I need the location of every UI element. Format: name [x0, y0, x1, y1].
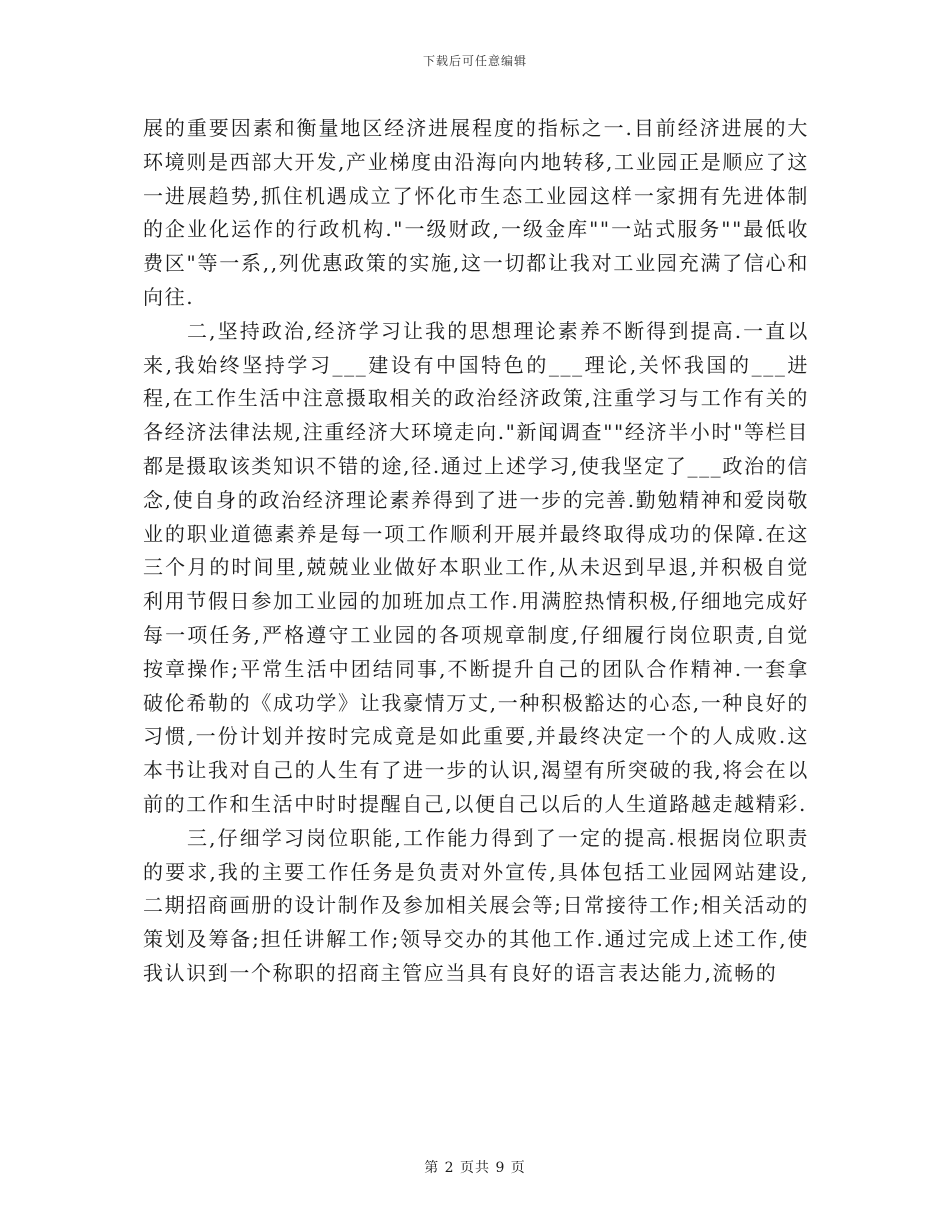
paragraph-3: 三,仔细学习岗位职能,工作能力得到了一定的提高.根据岗位职责的要求,我的主要工作任务是负责对外宣传,具体包括工业园网站建设,二期招商画册的设计制作及参加相关展会等;日常接待工作;相关活动的策划及筹备;担任讲解工作;领导交办的其他工作.通过完成上述工作,使我认识到一个称职的招商主管应当具有良好的语言表达能力,流畅的	[143, 825, 809, 985]
paragraph-1: 展的重要因素和衡量地区经济进展程度的指标之一.目前经济进展的大环境则是西部大开发,产业梯度由沿海向内地转移,工业园正是顺应了这一进展趋势,抓住机遇成立了怀化市生态工业园这样一家拥有先进体制的企业化运作的行政机构."一级财政,一级金库""一站式服务""最低收费区"等一系,,列优惠政策的实施,这一切都让我对工业园充满了信心和向往.	[143, 116, 809, 309]
page-footer: 第 2 页共 9 页	[424, 1160, 526, 1176]
page-header: 下载后可任意编辑	[422, 54, 527, 68]
paragraph-2: 二,坚持政治,经济学习让我的思想理论素养不断得到提高.一直以来,我始终坚持学习___建设有中国特色的___理论,关怀我国的___进程,在工作生活中注意摄取相关的政治经济政策,注重学习与工作有关的各经济法律法规,注重经济大环境走向."新闻调查""经济半小时"等栏目都是摄取该类知识不错的途,径.通过上述学习,使我坚定了___政治的信念,使自身的政治经济理论素养得到了进一步的完善.勤勉精神和爱岗敬业的职业道德素养是每一项工作顺利开展并最终取得成功的保障.在这三个月的时间里,兢兢业业做好本职业工作,从未迟到早退,并积极自觉利用节假日参加工业园的加班加点工作.用满腔热情积极,仔细地完成好每一项任务,严格遵守工业园的各项规章制度,仔细履行岗位职责,自觉按章操作;平常生活中团结同事,不断提升自己的团队合作精神.一套拿破伦希勒的《成功学》让我豪情万丈,一种积极豁达的心态,一种良好的习惯,一份计划并按时完成竟是如此重要,并最终决定一个的人成败.这本书让我对自己的人生有了进一步的认识,渴望有所突破的我,将会在以前的工作和生活中时时提醒自己,以便自己以后的人生道路越走越精彩.	[143, 318, 809, 816]
document-body	[143, 112, 809, 991]
